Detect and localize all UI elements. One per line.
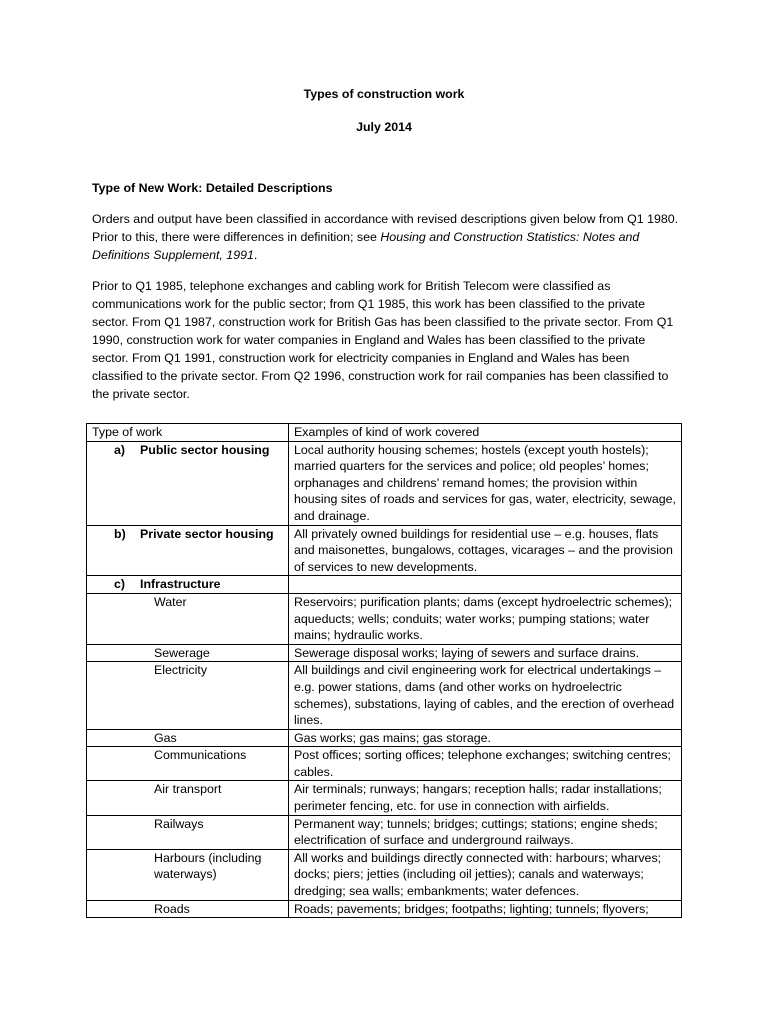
type-label: Railways — [154, 816, 204, 831]
type-cell — [87, 441, 289, 525]
type-label: Harbours (including waterways) — [154, 850, 262, 882]
type-label: Infrastructure — [140, 577, 221, 592]
examples-cell: All buildings and civil engineering work for electrical undertakings – e.g. power stations, dams (and other works on hydroelectric schemes), substations, laying of cables, and the erection of overhead lines. — [289, 662, 682, 729]
document-date: July 2014 — [356, 120, 412, 134]
document-title: Types of construction work — [303, 87, 465, 101]
examples-cell: Sewerage disposal works; laying of sewers and surface drains. — [289, 644, 682, 662]
type-label: Sewerage — [154, 645, 210, 660]
examples-cell: Permanent way; tunnels; bridges; cuttings; stations; engine sheds; electrification of surface and underground railways. — [289, 815, 682, 849]
type-cell — [87, 815, 289, 849]
classification-paragraph — [92, 277, 682, 403]
type-label: Private sector housing — [140, 526, 274, 541]
type-cell — [87, 747, 289, 781]
table-row — [87, 747, 682, 781]
row-letter: b) — [114, 526, 126, 541]
table-header-row — [87, 424, 682, 442]
examples-cell: All privately owned buildings for residential use – e.g. houses, flats and maisonettes, bungalows, cottages, vicarages – and the provision of services to new developments. — [289, 525, 682, 576]
intro-paragraph-end: . — [253, 248, 258, 262]
table-row — [87, 593, 682, 644]
header-examples: Examples of kind of work covered — [289, 424, 682, 442]
type-cell — [87, 593, 289, 644]
type-cell — [87, 644, 289, 662]
table-row — [87, 849, 682, 900]
type-label: Communications — [154, 748, 247, 763]
type-label: Water — [154, 594, 187, 609]
table-row — [87, 441, 682, 525]
table-row — [87, 900, 682, 918]
examples-cell: Roads; pavements; bridges; footpaths; lighting; tunnels; flyovers; — [289, 900, 682, 918]
examples-cell: Gas works; gas mains; gas storage. — [289, 729, 682, 747]
work-types-table — [86, 423, 682, 918]
type-cell — [87, 900, 289, 918]
type-label: Electricity — [154, 663, 208, 678]
header-type-of-work: Type of work — [87, 424, 289, 442]
type-cell — [87, 729, 289, 747]
type-cell — [87, 525, 289, 576]
examples-cell: Reservoirs; purification plants; dams (except hydroelectric schemes); aqueducts; wells; conduits; water works; pumping stations; water mains; hydraulic works. — [289, 593, 682, 644]
examples-cell — [289, 576, 682, 594]
section-heading: Type of New Work: Detailed Descriptions — [92, 181, 333, 195]
examples-cell: Air terminals; runways; hangars; reception halls; radar installations; perimeter fencing, etc. for use in connection with airfields. — [289, 781, 682, 815]
examples-cell: Local authority housing schemes; hostels (except youth hostels); married quarters for the services and police; old peoples’ homes; orphanages and childrens’ remand homes; the provision within housing sites of roads and services for gas, water, electricity, sewage, and drainage. — [289, 441, 682, 525]
intro-paragraph-citation: Housing and Construction Statistics: Notes and Definitions Supplement, 1991 — [92, 230, 640, 262]
table-row — [87, 576, 682, 594]
table-row — [87, 662, 682, 729]
classification-paragraph-text: Prior to Q1 1985, telephone exchanges and cabling work for British Telecom were classified as communications work for the public sector; from Q1 1985, this work has been classified to the private sector. From Q1 1987, construction work for British Gas has been classified to the private sector. From Q1 1990, construction work for water companies in England and Wales has been classified to the private sector. From Q1 1991, construction work for electricity companies in England and Wales has been classified to the private sector. From Q2 1996, construction work for rail companies has been classified to the private sector. — [92, 279, 674, 401]
examples-cell: All works and buildings directly connected with: harbours; wharves; docks; piers; jetties (including oil jetties); canals and waterways; dredging; sea walls; embankments; water defences. — [289, 849, 682, 900]
table-row — [87, 729, 682, 747]
type-label: Air transport — [154, 782, 222, 797]
examples-cell: Post offices; sorting offices; telephone exchanges; switching centres; cables. — [289, 747, 682, 781]
type-label: Gas — [154, 730, 177, 745]
intro-paragraph — [92, 210, 682, 264]
table-row — [87, 815, 682, 849]
type-label: Public sector housing — [140, 442, 270, 457]
table-row — [87, 525, 682, 576]
table-row — [87, 781, 682, 815]
row-letter: a) — [114, 442, 126, 457]
intro-paragraph-text: Orders and output have been classified in accordance with revised descriptions given below from Q1 1980. Prior to this, there were differences in definition; see — [92, 212, 679, 244]
type-cell — [87, 849, 289, 900]
type-label: Roads — [154, 901, 190, 916]
row-letter: c) — [114, 577, 126, 592]
type-cell — [87, 576, 289, 594]
type-cell — [87, 662, 289, 729]
table-row — [87, 644, 682, 662]
type-cell — [87, 781, 289, 815]
